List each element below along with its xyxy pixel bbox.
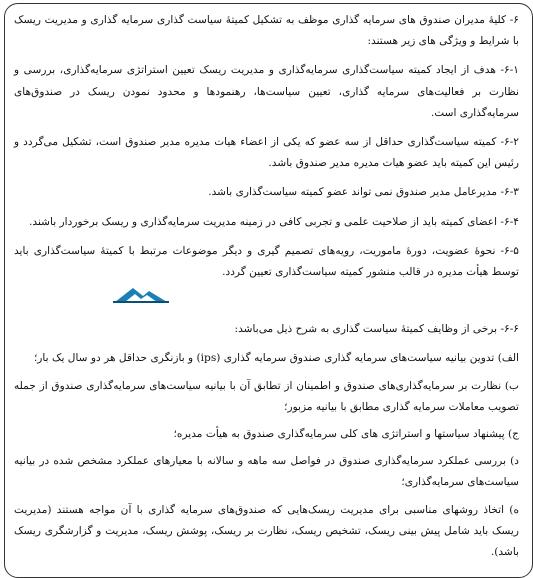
- section-6-intro: ۶- کلیهٔ مدیران صندوق های سرمایه گذاری موظف به تشکیل کمیتهٔ سیاست گذاری سرمایه گذاری و مدیریت ریسک با شرایط و ویژگی های زیر هستند:: [14, 14, 519, 48]
- paragraph-6-2: ۶-۲- کمیته سیاست‌گذاری حداقل از سه عضو که یکی از اعضاء هیات مدیره مدیر صندوق است، تشکیل می‌گردد و رئیس این کمیته باید عضو هیات مدیره مدیر صندوق باشد.: [14, 136, 519, 170]
- document-body: [14, 10, 519, 572]
- paragraph-6-4: ۶-۴- اعضای کمیته باید از صلاحیت علمی و تجربی کافی در زمینه مدیریت سرمایه‌گذاری و ریسک برخوردار باشند.: [29, 215, 519, 228]
- duty-b: ب) نظارت بر سرمایه‌گذاری‌های صندوق و اطمینان از تطابق آن با بیانیه سیاست‌های سرمایه‌گذاری صندوق از جمله تصویب معاملات سرمایه گذاری مطابق با بیانیه مزبور؛: [14, 379, 519, 413]
- logo-graphic: [111, 285, 171, 303]
- duty-e: ه) اتخاذ روشهای مناسبی برای مدیریت ریسک‌هایی که صندوق‌های سرمایه گذاری با آن مواجه هستند (مدیریت ریسک باید شامل پیش بینی ریسک، تشخیص ریسک، نظارت بر ریسک، پوشش ریسک، مدیریت و گزارشگری ریسک باشد).: [14, 503, 519, 559]
- duty-d: د) بررسی عملکرد سرمایه‌گذاری صندوق در فواصل سه ماهه و سالانه با معیارهای عملکرد مشخص شده در بیانیه سیاست‌های سرمایه‌گذاری؛: [14, 455, 519, 489]
- paragraph-6-5: ۶-۵- نحوهٔ عضویت، دورهٔ ماموریت، رویه‌های تصمیم گیری و دیگر موضوعات مرتبط با کمیتهٔ سیاست‌گذاری باید توسط هیأت مدیره در قالب منشور کمیته سیاست‌گذاری تعیین گردد.: [14, 244, 519, 279]
- paragraph-6-6: ۶-۶- برخی از وظایف کمیتهٔ سیاست گذاری به شرح ذیل می‌باشد:: [234, 323, 519, 336]
- paragraph-6-3: ۶-۳- مدیرعامل مدیر صندوق نمی تواند عضو کمیته سیاست‌گذاری باشد.: [208, 186, 519, 199]
- logo-row: [14, 291, 519, 313]
- paragraph-6-1: ۶-۱- هدف از ایجاد کمیته سیاست‌گذاری سرمایه‌گذاری و مدیریت ریسک تعیین استراتژی سرمایه‌گذاری، بررسی و نظارت بر فعالیت‌های سرمایه گذاری، تعیین سیاست‌ها، رهنمودها و محدود نمودن ریسک در صندوق‌های سرمایه‌گذاری است.: [14, 64, 519, 119]
- company-logo: [98, 279, 184, 309]
- duty-c: ج) پیشنهاد سیاستها و استراتژی های کلی سرمایه‌گذاری صندوق به هیأت مدیره؛: [173, 428, 519, 441]
- duty-a: الف) تدوین بیانیه سیاست‌های سرمایه گذاری صندوق سرمایه گذاری (ips) و بازنگری حداقل هر دو سال یک بار؛: [33, 352, 519, 365]
